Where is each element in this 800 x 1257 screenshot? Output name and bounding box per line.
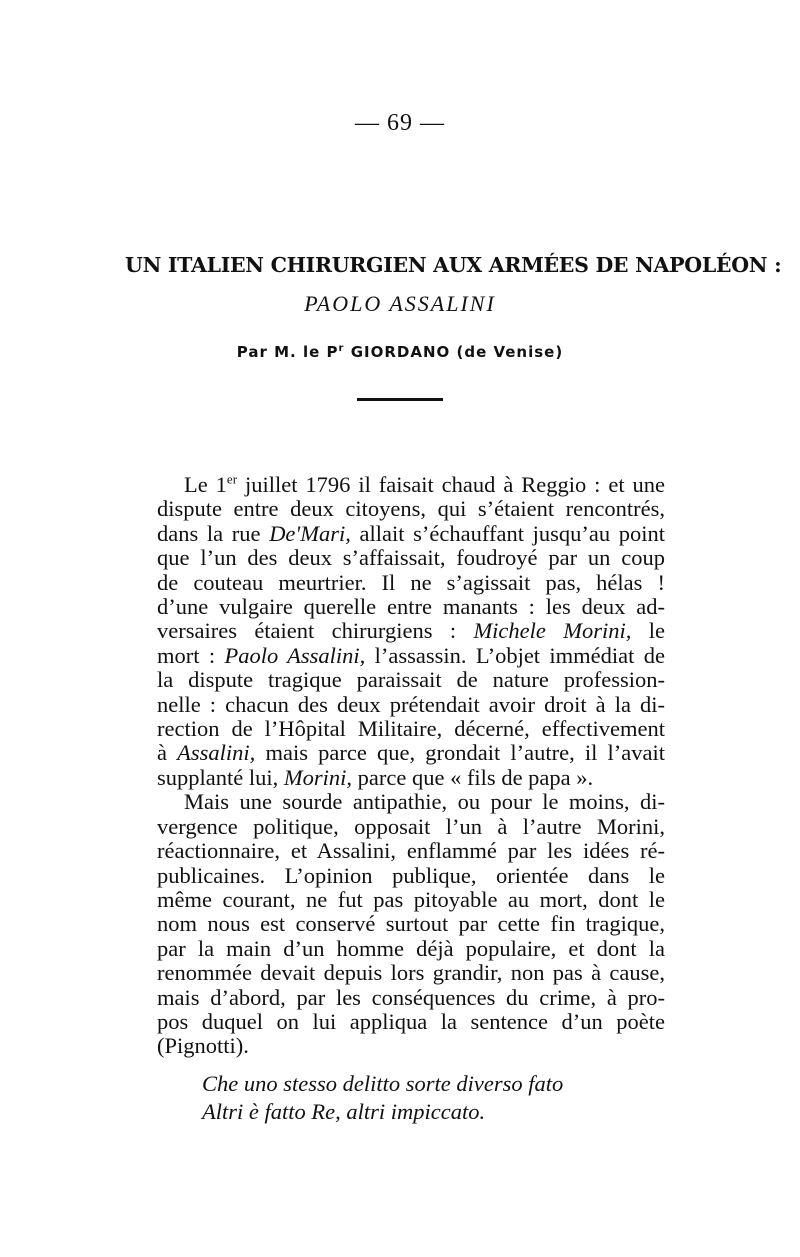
author-line xyxy=(0,343,800,361)
text-line: nelle : chacun des deux prétendait avoir droit à la di- xyxy=(157,691,665,717)
text-line: réactionnaire, et Assalini, enflammé par les idées ré- xyxy=(157,838,665,864)
text-line: pos duquel on lui appliqua la sentence d’un poète xyxy=(157,1008,665,1034)
text-line: vergence politique, opposait l’un à l’autre Morini, xyxy=(157,813,665,839)
text-line: dispute entre deux citoyens, qui s’étaient rencontrés, xyxy=(157,496,665,522)
text-line: que l’un des deux s’affaissait, foudroyé par un coup xyxy=(157,545,665,571)
text-line: mort : Paolo Assalini, l’assassin. L’objet immédiat de xyxy=(157,642,665,668)
article-title: UN ITALIEN CHIRURGIEN AUX ARMÉES DE NAPOLÉON : xyxy=(125,253,782,277)
text-line: la dispute tragique paraissait de nature profession- xyxy=(157,667,665,693)
text-line: de couteau meurtrier. Il ne s’agissait pas, hélas ! xyxy=(157,569,665,595)
text-line: d’une vulgaire querelle entre manants : les deux ad- xyxy=(157,594,665,620)
title-divider xyxy=(357,398,443,401)
text-line: supplanté lui, Morini, parce que « fils de papa ». xyxy=(157,764,594,790)
text-line: versaires étaient chirurgiens : Michele Morini, le xyxy=(157,618,665,644)
article-subtitle: PAOLO ASSALINI xyxy=(304,291,496,316)
text-line: dans la rue De'Mari, allait s’échauffant jusqu’au point xyxy=(157,520,665,546)
article-body xyxy=(130,473,665,1059)
text-line: mais d’abord, par les conséquences du crime, à pro- xyxy=(157,984,665,1010)
paragraph-1 xyxy=(130,473,665,790)
text-line: (Pignotti). xyxy=(157,1033,249,1059)
page-number: — 69 — xyxy=(355,110,445,136)
verse-line-1: Che uno stesso delitto sorte diverso fato xyxy=(202,1071,564,1096)
text-line: même courant, ne fut pas pitoyable au mort, dont le xyxy=(157,886,665,912)
verse-quote xyxy=(202,1070,662,1126)
text-line: par la main d’un homme déjà populaire, et dont la xyxy=(157,935,665,961)
text-line: renommée devait depuis lors grandir, non pas à cause, xyxy=(157,960,665,986)
author-title-sup: r xyxy=(338,343,345,354)
text-line: rection de l’Hôpital Militaire, décerné, effectivement xyxy=(157,716,665,742)
verse-line-2: Altri è fatto Re, altri impiccato. xyxy=(202,1099,486,1124)
text-line: Mais une sourde antipathie, ou pour le moins, di- xyxy=(184,789,665,815)
paragraph-2 xyxy=(130,790,665,1058)
author-prefix: Par M. le P xyxy=(236,343,339,361)
author-name: GIORDANO (de Venise) xyxy=(350,343,564,361)
text-line: nom nous est conservé surtout par cette fin tragique, xyxy=(157,911,665,937)
text-line: Le 1er juillet 1796 il faisait chaud à Reggio : et une xyxy=(184,471,666,497)
text-line: à Assalini, mais parce que, grondait l’autre, il l’avait xyxy=(157,740,665,766)
text-line: publicaines. L’opinion publique, orientée dans le xyxy=(157,862,665,888)
